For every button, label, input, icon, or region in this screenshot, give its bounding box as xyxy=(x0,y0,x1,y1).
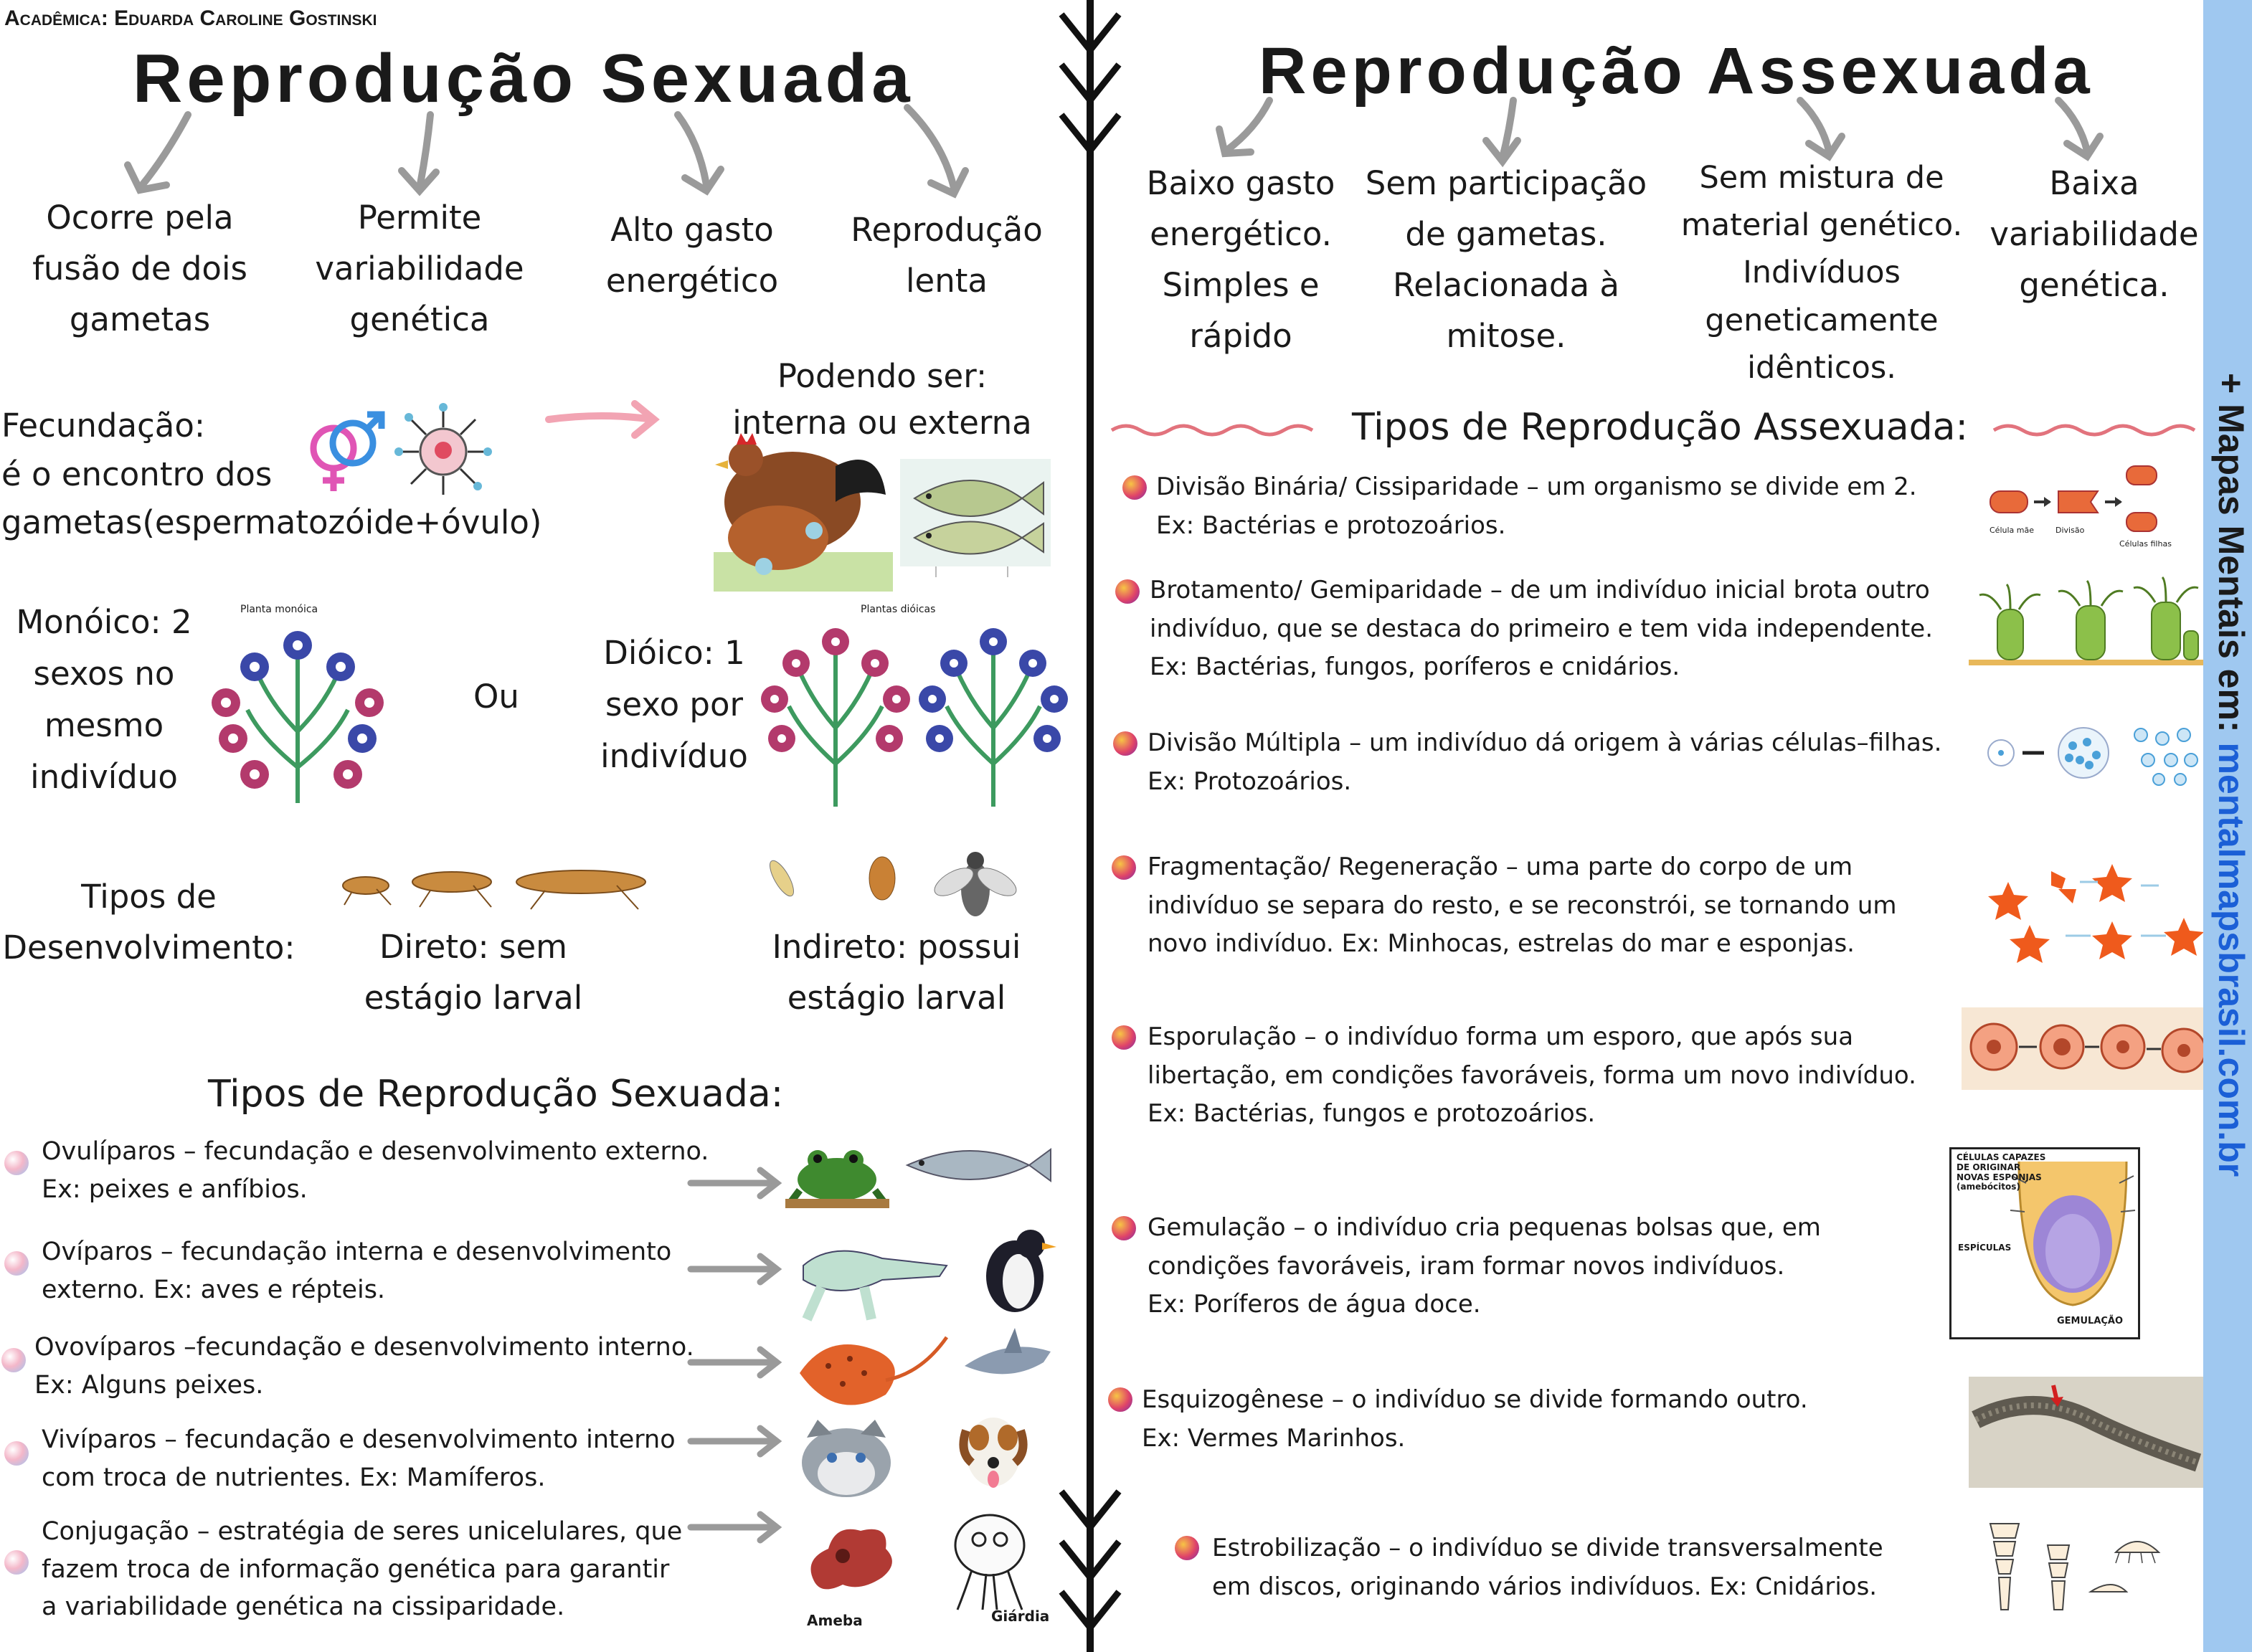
giardia-label: Giárdia xyxy=(991,1608,1050,1625)
left-title-arrows xyxy=(0,0,1061,215)
grasshoppers-image xyxy=(337,853,660,911)
ameba-label: Ameba xyxy=(807,1612,863,1629)
gemule-caption: GEMULAÇÃO xyxy=(2057,1316,2124,1326)
type-oviparos: Ovíparos – fecundação interna e desenvolvimento externo. Ex: aves e répteis. xyxy=(42,1238,672,1304)
bullet-icon xyxy=(1113,731,1137,756)
monoico-text: Monóico: 2 sexos no mesmo indivíduo xyxy=(16,603,192,796)
side-banner-prefix: + Mapas Mentais em: xyxy=(2211,373,2251,743)
sporulation-image xyxy=(1962,1007,2209,1090)
type-divisao-multipla: Divisão Múltipla – um indivíduo dá origem à várias células–filhas. Ex: Protozoários. xyxy=(1148,728,1942,796)
starfish-image xyxy=(1979,853,2209,961)
indireto-text: Indireto: possui estágio larval xyxy=(772,928,1021,1017)
binary-label-daughters: Células filhas xyxy=(2119,539,2172,549)
type-conjugacao: Conjugação – estratégia de seres unicelulares, que fazem troca de informação genética para garantir a variabilidade genética na cissiparidade. xyxy=(42,1517,683,1621)
cat-image xyxy=(793,1416,900,1499)
type-estrobilizacao: Estrobilização – o indivíduo se divide transversalmente em discos, originando vários indivíduos. Ex: Cnidários. xyxy=(1212,1534,1883,1601)
sexual-types-arrows xyxy=(685,1147,793,1577)
right-feature-1: Baixo gasto energético. Simples e rápido xyxy=(1146,164,1335,356)
monoico-plant-image xyxy=(204,624,391,803)
podendo-ser-text: Podendo ser: interna ou externa xyxy=(732,357,1032,442)
bullet-icon xyxy=(1,1348,26,1372)
bullet-icon xyxy=(1112,855,1136,880)
shark-image xyxy=(961,1323,1058,1402)
penguin-image xyxy=(972,1223,1061,1316)
left-feature-3: Alto gasto energético xyxy=(605,211,779,300)
right-title: Reprodução Assexuada xyxy=(1259,34,2094,108)
egg-sperm-icon xyxy=(393,402,493,502)
type-viviparos: Vivíparos – fecundação e desenvolvimento interno com troca de nutrientes. Ex: Mamíferos. xyxy=(42,1425,676,1492)
type-divisao-binaria: Divisão Binária/ Cissiparidade – um organismo se divide em 2. Ex: Bactérias e protozoários. xyxy=(1156,473,1917,540)
binary-label-division: Divisão xyxy=(2055,526,2085,535)
multiple-division-image xyxy=(1983,721,2202,785)
academic-name: Acadêmica: Eduarda Caroline Gostinski xyxy=(4,6,377,30)
left-wavy-line xyxy=(1108,419,1338,441)
chickens-image xyxy=(714,423,893,592)
direto-text: Direto: sem estágio larval xyxy=(364,928,583,1017)
sardine-image xyxy=(900,1140,1054,1190)
bullet-icon xyxy=(4,1151,29,1175)
dog-image xyxy=(957,1402,1029,1495)
ameba-image xyxy=(800,1516,893,1595)
binary-label-mother: Célula mãe xyxy=(1990,526,2034,535)
dioico-plant-label: Plantas dióicas xyxy=(861,604,936,615)
marine-worm-image xyxy=(1969,1377,2205,1488)
side-banner-text[interactable] xyxy=(2210,373,2252,1177)
bullet-icon xyxy=(1112,1025,1136,1050)
right-feature-3: Sem mistura de material genético. Indivíduos geneticamente idênticos. xyxy=(1680,160,1963,386)
bullet-icon xyxy=(1115,579,1140,604)
stingray-image xyxy=(793,1330,950,1416)
bullet-icon xyxy=(1175,1536,1199,1560)
fecundacao-text: Fecundação: é o encontro dos gametas(espermatozóide+óvulo) xyxy=(1,407,542,541)
bullet-icon xyxy=(4,1441,29,1466)
right-feature-2: Sem participação de gametas. Relacionada à mitose. xyxy=(1365,164,1647,356)
left-feature-2: Permite variabilidade genética xyxy=(315,199,524,339)
bullet-icon xyxy=(1122,475,1147,500)
type-gemulacao: Gemulação – o indivíduo cria pequenas bolsas que, em condições favoráveis, iram formar novos indivíduos. Ex: Poríferos de água doce. xyxy=(1148,1213,1821,1319)
crocodile-image xyxy=(793,1223,950,1323)
binary-fission-image xyxy=(1987,459,2166,552)
bullet-icon xyxy=(4,1251,29,1276)
asexual-types-title: Tipos de Reprodução Assexuada: xyxy=(1352,406,1969,449)
bullet-icon xyxy=(1108,1387,1132,1412)
type-esquizogenese: Esquizogênese – o indivíduo se divide formando outro. Ex: Vermes Marinhos. xyxy=(1142,1385,1808,1453)
sexual-types-title: Tipos de Reprodução Sexuada: xyxy=(208,1073,784,1116)
giardia-image xyxy=(947,1509,1033,1613)
type-brotamento: Brotamento/ Gemiparidade – de um indivíduo inicial brota outro indivíduo, que se destaca do primeiro e tem vida independente. Ex: Bactérias, fungos, poríferos e cnidários. xyxy=(1150,576,1934,682)
bullet-icon xyxy=(4,1550,29,1575)
type-fragmentacao: Fragmentação/ Regeneração – uma parte do corpo de um indivíduo se separa do resto, e se reconstrói, se tornando um novo indivíduo. Ex: Minhocas, estrelas do mar e esponjas. xyxy=(1148,853,1897,959)
left-feature-1: Ocorre pela fusão de dois gametas xyxy=(32,199,247,339)
frog-image xyxy=(785,1140,889,1208)
dioico-text: Dióico: 1 sexo por indivíduo xyxy=(600,634,748,775)
gemule-spicules-label: ESPÍCULAS xyxy=(1958,1243,2012,1253)
gender-symbols-icon xyxy=(301,409,387,495)
type-esporulacao: Esporulação – o indivíduo forma um esporo, que após sua libertação, em condições favoráveis, forma um novo indivíduo. Ex: Bactérias, fungos e protozoários. xyxy=(1148,1022,1916,1129)
type-ovoviviparos: Ovovíparos –fecundação e desenvolvimento interno. Ex: Alguns peixes. xyxy=(34,1333,694,1400)
budding-image xyxy=(1969,581,2205,674)
side-banner-link[interactable]: mentalmapsbrasil.com.br xyxy=(2211,742,2251,1177)
metamorphosis-image xyxy=(760,850,1018,929)
pink-arrow xyxy=(545,398,667,441)
dioico-plant-image xyxy=(760,620,1076,807)
left-feature-4: Reprodução lenta xyxy=(851,211,1043,300)
monoico-plant-label: Planta monóica xyxy=(240,604,318,615)
fish-image xyxy=(900,459,1051,588)
bullet-icon xyxy=(1112,1216,1136,1240)
or-text: Ou xyxy=(473,678,519,716)
right-wavy-line xyxy=(1990,419,2209,441)
strobilation-image xyxy=(1969,1509,2205,1624)
desenvolvimento-text: Tipos de Desenvolvimento: xyxy=(2,878,295,967)
gemule-cells-label: CÉLULAS CAPAZES DE ORIGINAR NOVAS ESPONJAS (amebócitos) xyxy=(1957,1152,2046,1192)
left-title: Reprodução Sexuada xyxy=(133,40,914,117)
type-ovuliparos: Ovulíparos – fecundação e desenvolvimento externo. Ex: peixes e anfíbios. xyxy=(42,1137,709,1204)
right-feature-4: Baixa variabilidade genética. xyxy=(1990,164,2199,305)
